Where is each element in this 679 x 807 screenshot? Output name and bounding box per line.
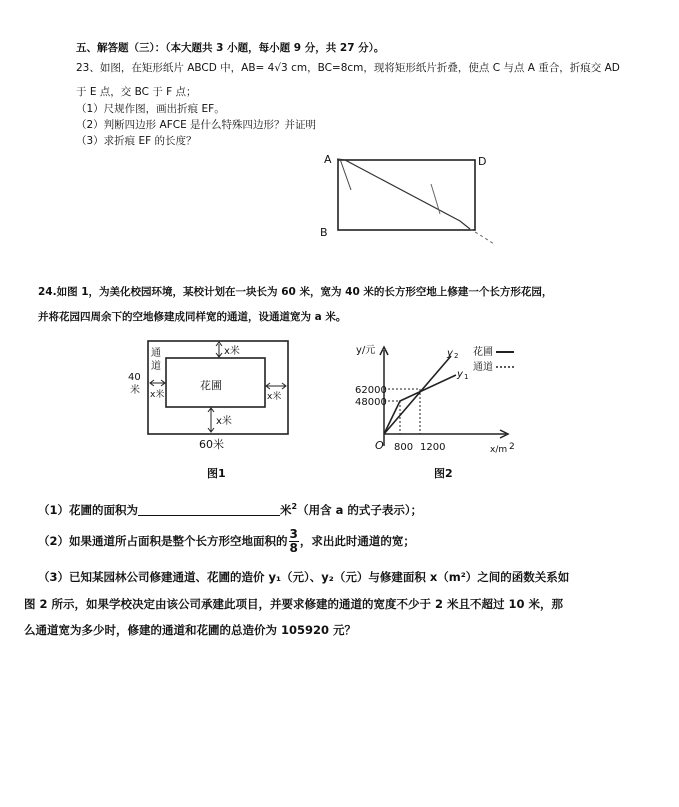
y-axis-label: y/元 [356,345,376,356]
top-x-label: x米 [224,346,240,357]
width-label-unit: 米 [130,385,140,396]
figure1-caption: 图1 [207,467,226,480]
q23-sub3: （3）求折痕 EF 的长度？ [76,135,197,147]
x-axis-label: x/m [490,445,508,455]
y2-sub: 2 [454,352,459,360]
part2-start: （2）如果通道所占面积是整个长方形空地面积的 [38,534,288,548]
answer-blank[interactable] [138,503,280,516]
y1-label: y [457,369,463,380]
label-d: D [478,155,487,168]
q24-line1: 24.如图 1，为美化校园环境，某校计划在一块长为 60 米，宽为 40 米的长方形空地上修建一个长方形花园， [38,286,553,298]
tick-62000: 62000 [355,385,387,396]
part2-end: ，求出此时通道的宽； [299,534,415,548]
bottom-x-label: x米 [216,416,232,427]
width-label-40: 40 [128,372,141,383]
legend-garden: 花圃 [473,347,493,358]
q23-sub2: （2）判断四边形 AFCE 是什么特殊四边形？并证明 [76,119,317,131]
fraction-numerator: 3 [289,526,298,541]
legend-channel: 通道 [473,362,493,373]
q23-sub1: （1）尺规作图，画出折痕 EF。 [76,103,225,115]
section-header: 五、解答题（三）：（本大题共 3 小题，每小题 9 分，共 27 分）。 [76,42,385,54]
right-x-label: x米 [267,392,282,402]
label-b: B [320,226,328,239]
q24-part2 [38,526,415,556]
fraction-three-eighths [289,528,299,555]
y1-sub: 1 [464,373,469,381]
q24-part3-line2: 图 2 所示，如果学校决定由该公司承建此项目，并要求修建的通道的宽度不少于 2 米且不超过 10 米，那 [24,597,564,611]
fraction-denominator: 8 [289,540,298,555]
figure2-caption: 图2 [434,467,453,480]
garden-label: 花圃 [200,379,222,392]
q24-part3-line3: 么通道宽为多少时，修建的通道和花圃的总造价为 105920 元？ [24,623,357,637]
tick-1200: 1200 [420,442,446,453]
part1-unit: 米 [280,503,292,517]
part1-start: （1）花圃的面积为 [38,503,139,517]
origin-label: O [375,439,384,452]
q24-line2: 并将花园四周余下的空地修建成同样宽的通道，设通道宽为 a 米。 [38,311,347,323]
tick-48000: 48000 [355,397,387,408]
y2-label: y [447,348,453,359]
q23-line1: 23、如图，在矩形纸片 ABCD 中，AB= 4√3 cm，BC=8cm，现将矩形纸片折叠，使点 C 与点 A 重合，折痕交 AD [76,62,620,74]
channel-label-2: 道 [151,361,161,372]
label-a: A [324,153,332,166]
q23-line2: 于 E 点，交 BC 于 F 点； [76,86,197,98]
part1-note: （用含 a 的式子表示）； [297,503,423,517]
part1-unit-sup: 2 [291,502,298,512]
left-x-label: x米 [150,390,165,400]
tick-800: 800 [394,442,414,453]
y2-line [384,356,451,434]
q24-part1 [38,502,422,518]
x-axis-sup: 2 [509,442,515,452]
channel-label-1: 通 [151,348,161,359]
length-label: 60米 [199,438,224,451]
q24-part3-line1: （3）已知某园林公司修建通道、花圃的造价 y₁（元）、y₂（元）与修建面积 x（m²）之间的函数关系如 [38,570,570,584]
